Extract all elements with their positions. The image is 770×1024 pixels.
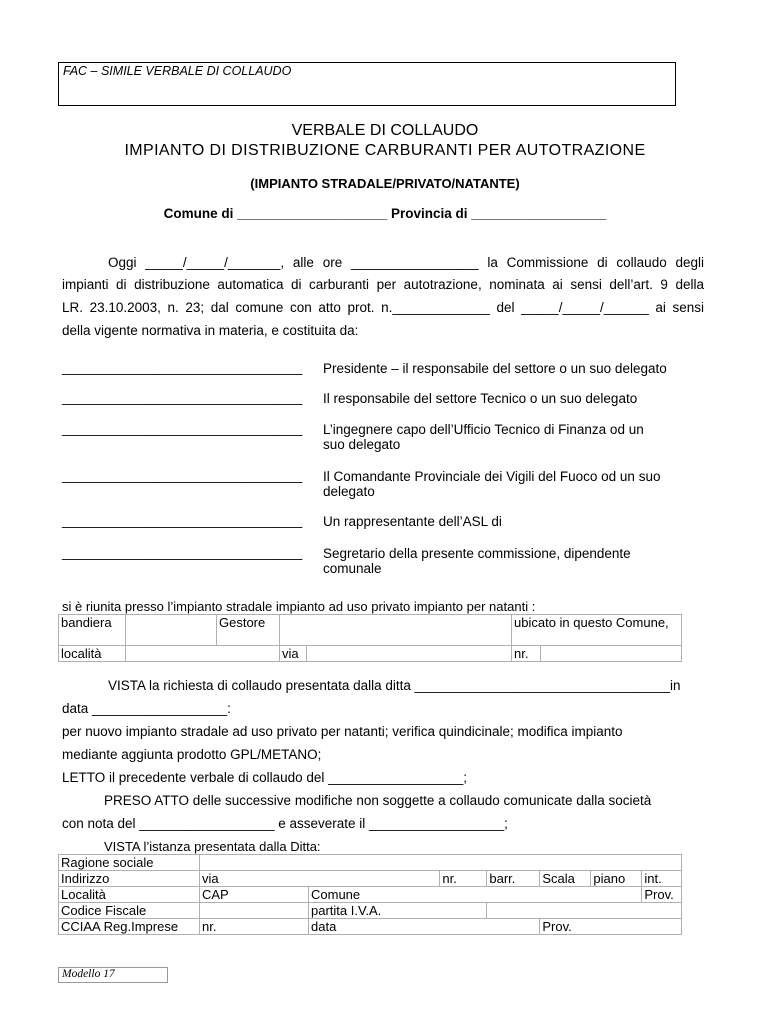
cell-cf-value xyxy=(200,903,309,919)
member-4-role: Il Comandante Provinciale dei Vigili del Fuoco od un suo delegato xyxy=(323,469,661,499)
cell-indirizzo-int: int. xyxy=(642,871,682,887)
cell-bandiera-value xyxy=(126,615,217,646)
cell-bandiera: bandiera xyxy=(59,615,126,646)
cell-cciaa-prov: Prov. xyxy=(540,919,682,935)
cell-ragione: Ragione sociale xyxy=(59,855,200,871)
member-6-role: Segretario della presente commissione, dipendente comunale xyxy=(323,546,631,576)
header-box xyxy=(58,62,676,106)
cell-comune: Comune xyxy=(309,887,642,903)
cell-cciaa-nr: nr. xyxy=(200,919,309,935)
cell-indirizzo-piano: piano xyxy=(591,871,642,887)
member-1-role: Presidente – il responsabile del settore o un suo delegato xyxy=(323,361,667,376)
data-line: data __________________: xyxy=(62,701,231,716)
ditta-table xyxy=(58,854,682,935)
cell-piva-value xyxy=(487,903,682,919)
cell-gestore: Gestore xyxy=(217,615,280,646)
cell-indirizzo-via: via xyxy=(200,871,440,887)
cell-indirizzo-nr: nr. xyxy=(440,871,487,887)
cell-prov: Prov. xyxy=(642,887,682,903)
intro-line-4: della vigente normativa in materia, e costituita da: xyxy=(62,323,359,338)
cell-indirizzo: Indirizzo xyxy=(59,871,200,887)
footer-text: Modello 17 xyxy=(62,968,115,980)
member-1-line: ________________________________ xyxy=(62,360,303,375)
cell-cf: Codice Fiscale xyxy=(59,903,200,919)
cell-nr: nr. xyxy=(512,646,541,662)
intro-line-2: impianti di distribuzione automatica di carburanti per autotrazione, nominata ai sensi dell’art. 9 della xyxy=(62,277,704,292)
cell-localita2: Località xyxy=(59,887,200,903)
member-2-line: ________________________________ xyxy=(62,390,303,405)
vista-richiesta: VISTA la richiesta di collaudo presentata dalla ditta __________________________________in xyxy=(108,678,681,693)
cell-indirizzo-barr: barr. xyxy=(487,871,540,887)
cell-cciaa: CCIAA Reg.Imprese xyxy=(59,919,200,935)
tipo-line-2: mediante aggiunta prodotto GPL/METANO; xyxy=(62,747,322,762)
cell-localita: località xyxy=(59,646,126,662)
impianto-table xyxy=(58,614,682,662)
cell-gestore-value xyxy=(280,615,512,646)
riunita-text: si è riunita presso l’impianto stradale impianto ad uso privato impianto per natanti : xyxy=(62,599,536,614)
cell-via: via xyxy=(280,646,307,662)
cell-nr-value xyxy=(541,646,682,662)
member-4-line: ________________________________ xyxy=(62,468,303,483)
title-sub: IMPIANTO DI DISTRIBUZIONE CARBURANTI PER AUTOTRAZIONE xyxy=(124,142,646,159)
tipo-line-1: per nuovo impianto stradale ad uso privato per natanti; verifica quindicinale; modifica impianto xyxy=(62,724,623,739)
cell-ubicato: ubicato in questo Comune, xyxy=(512,615,682,646)
member-3-role: L’ingegnere capo dell’Ufficio Tecnico di Finanza od un suo delegato xyxy=(323,422,644,452)
cell-indirizzo-scala: Scala xyxy=(540,871,591,887)
cell-piva: partita I.V.A. xyxy=(309,903,487,919)
member-5-role: Un rappresentante dell’ASL di xyxy=(323,514,502,529)
cell-cap: CAP xyxy=(200,887,309,903)
comune-provincia-line: Comune di ____________________ Provincia di __________________ xyxy=(163,206,607,221)
member-2-role: Il responsabile del settore Tecnico o un suo delegato xyxy=(323,391,638,406)
cell-via-value xyxy=(307,646,512,662)
cell-cciaa-data: data xyxy=(309,919,540,935)
header-box-text: FAC – SIMILE VERBALE DI COLLAUDO xyxy=(63,64,292,78)
cell-localita-value xyxy=(126,646,280,662)
member-6-line: ________________________________ xyxy=(62,545,303,560)
subtitle: (IMPIANTO STRADALE/PRIVATO/NATANTE) xyxy=(250,176,520,191)
member-5-line: ________________________________ xyxy=(62,513,303,528)
letto-line: LETTO il precedente verbale di collaudo del __________________; xyxy=(62,770,468,785)
preso-line-2: con nota del __________________ e asseverate il __________________; xyxy=(62,816,508,831)
footer-box xyxy=(58,967,168,983)
title-main: VERBALE DI COLLAUDO xyxy=(291,122,479,139)
vista-istanza: VISTA l’istanza presentata dalla Ditta: xyxy=(104,839,321,854)
preso-line-1: PRESO ATTO delle successive modifiche non soggette a collaudo comunicate dalla società xyxy=(104,793,652,808)
member-3-line: ________________________________ xyxy=(62,421,303,436)
intro-line-1: Oggi _____/_____/_______, alle ore _________________ la Commissione di collaudo degli xyxy=(108,255,704,270)
intro-line-3: LR. 23.10.2003, n. 23; dal comune con atto prot. n._____________ del _____/_____/______ ai sensi xyxy=(62,300,704,315)
cell-ragione-value xyxy=(200,855,682,871)
